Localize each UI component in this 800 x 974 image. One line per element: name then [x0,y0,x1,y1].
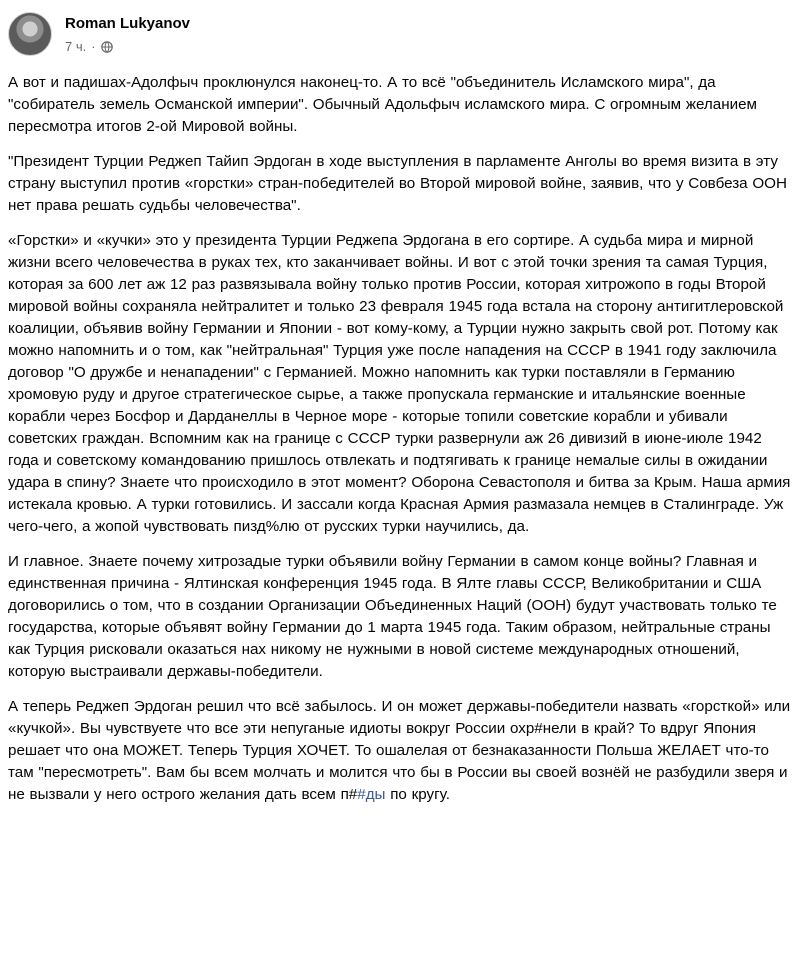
post-text [8,72,792,819]
post-paragraph: И главное. Знаете почему хитрозадые турки объявили войну Германии в самом конце войны? Главная и единственная причина - Ялтинская конференция 1945 года. В Ялте главы СССР, Великобритании и США договорились о том, что в создании Организации Объединенных Наций (ООН) будут участвовать только те государства, которые объявят войну Германии до 1 марта 1945 года. Таким образом, нейтральные страны как Турция рисковали оказаться нах никому не нужными в новой системе международных отношений, которую выстраивали державы-победители. [8,553,777,680]
post-text-run: А теперь Реджеп Эрдоган решил что всё забылось. И он может державы-победители назвать «горсткой» или «кучкой». Вы чувствуете что все эти непуганые идиоты вокруг России охр#нели в край? То вдруг Япония решает что она МОЖЕТ. Теперь Турция ХОЧЕТ. То ошалелая от безнаказанности Польша ЖЕЛАЕТ что-то там "пересмотреть". Вам бы всем молчать и молится что бы в России вы своей вознёй не разбудили зверя и не вызвали у него острого желания дать всем п# [8,698,791,803]
post-paragraph-last [8,696,792,806]
post-subline [65,39,190,55]
hashtag-link[interactable]: #ды [357,786,386,803]
post-paragraph: «Горстки» и «кучки» это у президента Турции Реджепа Эрдогана в его сортире. А судьба мира и мирной жизни всего человечества в руках тех, кто заканчивает войны. И вот с этой точки зрения та самая Турция, которая за 600 лет аж 12 раз развязывала войну только против России, которая хитрожопо в годы Второй мировой войны сохраняла нейтралитет и только 23 февраля 1945 года встала на сторону антигитлеровской коалиции, объявив войну Германии и Японии - вот кому-кому, а Турции нужно закрыть свой рот. Потому как можно напомнить и о том, как "нейтральная" Турция уже после нападения на СССР в 1941 году заключила договор "О дружбе и ненападении" с Германией. Можно напомнить как турки поставляли в Германию хромовую руду и другое стратегическое сырье, а также пропускала германские и итальянские военные корабли через Босфор и Дарданеллы в Черное море - которые топили советские корабли и убивали советских граждан. Вспомним как на границе с СССР турки развернули аж 26 дивизий в июне-июле 1942 года и советскому командованию пришлось отвлекать и подтягивать к границе немалые силы в ожидании удара в спину? Знаете что происходило в этот момент? Оборона Севастополя и битва за Крым. Наша армия истекала кровью. А турки готовились. И зассали когда Красная Армия размазала немцев в Сталинграде. Уж чего-чего, а жопой чувствовать пизд%лю от русских турки научились, да. [8,232,791,535]
avatar[interactable] [8,12,52,56]
post-timestamp[interactable]: 7 ч. [65,39,87,54]
author-name[interactable]: Roman Lukyanov [65,15,191,32]
separator: · [91,39,96,54]
post-paragraph: А вот и падишах-Адолфыч проклюнулся наконец-то. А то всё "объединитель Исламского мира", да "собиратель земель Османской империи". Обычный Адольфыч исламского мира. С огромным желанием пересмотра итогов 2-ой Мировой войны. [8,74,757,135]
post-header [8,12,190,60]
globe-icon [101,41,113,53]
post-text-run: по кругу. [385,786,450,803]
post-meta [65,15,190,55]
post-paragraph: "Президент Турции Реджеп Тайип Эрдоган в ходе выступления в парламенте Анголы во время визита в эту страну выступил против «горстки» стран-победителей во Второй мировой войне, заявив, что у Совбеза ООН нет права решать судьбы человечества". [8,153,787,214]
